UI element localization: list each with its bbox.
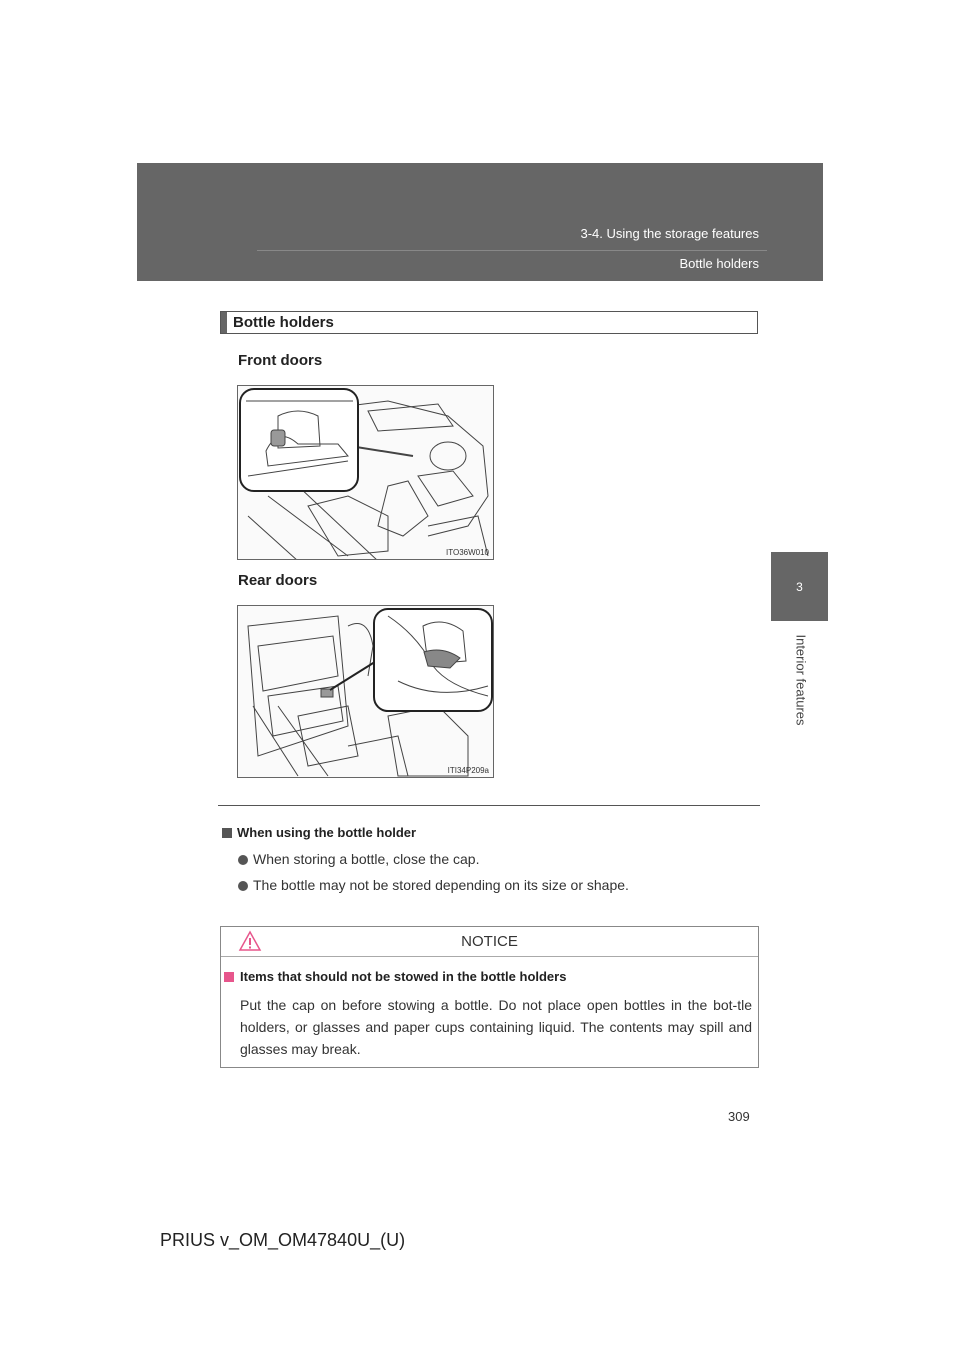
notice-body: Put the cap on before stowing a bottle. Do not place open bottles in the bot-tle holders, or glasses and paper cups containing liquid. The contents may spill and glasses may break. bbox=[240, 997, 752, 1057]
rear-doors-figure-code: ITI34P209a bbox=[447, 766, 489, 775]
header-subsection-title: Bottle holders bbox=[679, 256, 759, 271]
notice-item-title bbox=[224, 969, 566, 984]
note-title-text: When using the bottle holder bbox=[237, 825, 417, 840]
front-doors-heading: Front doors bbox=[238, 352, 323, 369]
rear-doors-drawing bbox=[238, 606, 494, 778]
front-doors-illustration bbox=[237, 385, 494, 560]
chapter-label: Interior features bbox=[793, 634, 809, 726]
front-doors-figure-code: ITO36W010 bbox=[446, 548, 489, 557]
chapter-label-container bbox=[791, 630, 811, 730]
notice-title: NOTICE bbox=[461, 933, 518, 950]
note-bullet-2-text: The bottle may not be stored depending on its size or shape. bbox=[253, 877, 629, 893]
square-bullet-icon bbox=[222, 828, 232, 838]
section-title-accent bbox=[221, 312, 227, 333]
note-bullet-1-text: When storing a bottle, close the cap. bbox=[253, 851, 480, 867]
header-divider bbox=[257, 250, 767, 251]
chapter-tab bbox=[771, 552, 828, 621]
rear-doors-heading: Rear doors bbox=[238, 572, 318, 589]
section-title: Bottle holders bbox=[233, 314, 334, 331]
rear-doors-illustration bbox=[237, 605, 494, 778]
note-bullet-1 bbox=[238, 851, 479, 867]
notice-item-title-text: Items that should not be stowed in the bottle holders bbox=[240, 969, 567, 984]
section-title-box bbox=[220, 311, 758, 334]
section-divider bbox=[218, 805, 760, 806]
warning-triangle-icon bbox=[238, 930, 262, 952]
chapter-number: 3 bbox=[796, 580, 803, 594]
note-title bbox=[222, 825, 416, 840]
footer-document-code: PRIUS v_OM_OM47840U_(U) bbox=[160, 1230, 406, 1250]
header-section-title: 3-4. Using the storage features bbox=[580, 226, 759, 241]
pink-square-bullet-icon bbox=[224, 972, 234, 982]
notice-header-divider bbox=[221, 956, 758, 957]
circle-bullet-icon bbox=[238, 855, 248, 865]
page-number: 309 bbox=[728, 1109, 750, 1124]
front-doors-drawing bbox=[238, 386, 494, 560]
header-band bbox=[137, 163, 823, 281]
note-bullet-2 bbox=[238, 877, 629, 893]
circle-bullet-icon bbox=[238, 881, 248, 891]
